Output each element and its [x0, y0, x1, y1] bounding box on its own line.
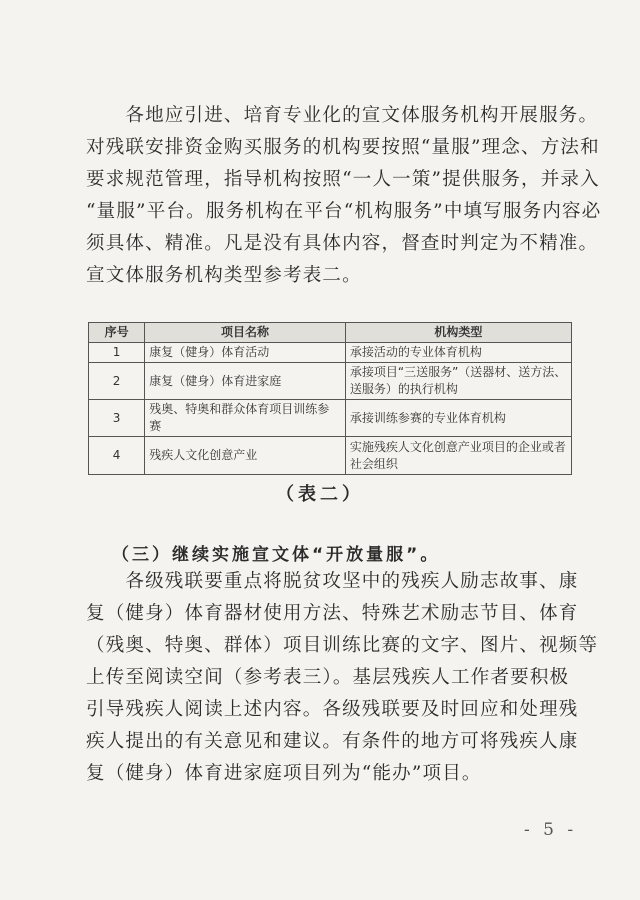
cell-name: 康复（健身）体育进家庭: [145, 363, 346, 400]
cell-num: 4: [89, 437, 145, 475]
text-line: 各级残联要重点将脱贫攻坚中的残疾人励志故事、康: [86, 571, 579, 592]
header-type: 机构类型: [345, 323, 571, 343]
text-line: 宣文体服务机构类型参考表二。: [86, 265, 362, 286]
table-row: [89, 363, 572, 400]
text-line: 须具体、精准。凡是没有具体内容，督查时判定为不精准。: [86, 233, 599, 254]
text-line: 复（健身）体育器材使用方法、特殊艺术励志节目、体育: [86, 603, 579, 624]
paragraph-open-service: [86, 566, 599, 790]
text-line: 对残联安排资金购买服务的机构要按照“量服”理念、方法和: [86, 137, 600, 158]
text-line: 各地应引进、培育专业化的宣文体服务机构开展服务。: [86, 105, 599, 126]
cell-num: 2: [89, 363, 145, 400]
cell-type: 承接训练参赛的专业体育机构: [345, 400, 571, 437]
header-name: 项目名称: [145, 323, 346, 343]
text-line: 疾人提出的有关意见和建议。有条件的地方可将残疾人康: [86, 731, 579, 752]
table-caption: （表二）: [276, 484, 364, 505]
table-row: [89, 437, 572, 475]
text-line: 引导残疾人阅读上述内容。各级残联要及时回应和处理残: [86, 699, 579, 720]
cell-type: 承接项目“三送服务”（送器材、送方法、送服务）的执行机构: [345, 363, 571, 400]
cell-name: 残奥、特奥和群众体育项目训练参赛: [145, 400, 346, 437]
header-num: 序号: [89, 323, 145, 343]
cell-name: 残疾人文化创意产业: [145, 437, 346, 475]
text-line: 上传至阅读空间（参考表三）。基层残疾人工作者要积极: [86, 667, 570, 688]
cell-type: 承接活动的专业体育机构: [345, 343, 571, 363]
agency-type-table: [88, 322, 572, 475]
table-row: [89, 343, 572, 363]
text-line: （残奥、特奥、群体）项目训练比赛的文字、图片、视频等: [86, 635, 599, 656]
text-line: 要求规范管理，指导机构按照“一人一策”提供服务，并录入: [86, 169, 600, 190]
page-number: - 5 -: [524, 820, 578, 840]
table-row: [89, 400, 572, 437]
cell-num: 1: [89, 343, 145, 363]
cell-name: 康复（健身）体育活动: [145, 343, 346, 363]
text-line: “量服”平台。服务机构在平台“机构服务”中填写服务内容必: [86, 201, 602, 222]
paragraph-service-agencies: [86, 100, 602, 292]
cell-type: 实施残疾人文化创意产业项目的企业或者社会组织: [345, 437, 571, 475]
cell-num: 3: [89, 400, 145, 437]
section-heading: （三）继续实施宣文体“开放量服”。: [112, 545, 441, 565]
text-line: 复（健身）体育进家庭项目列为“能办”项目。: [86, 763, 482, 784]
table-header-row: [89, 323, 572, 343]
